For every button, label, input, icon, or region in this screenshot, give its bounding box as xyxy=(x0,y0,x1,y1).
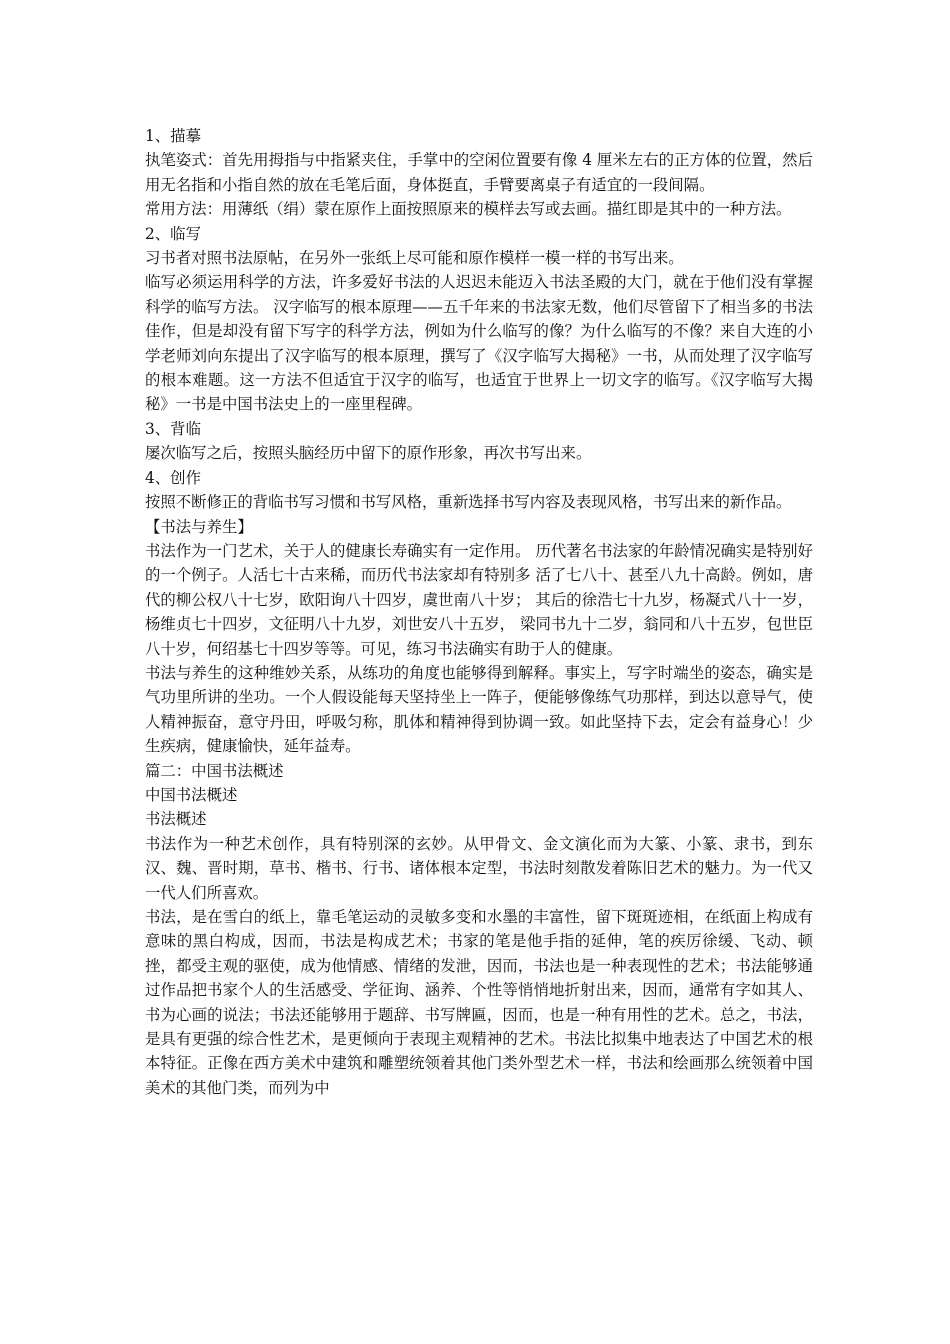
heading-chinese-calligraphy-overview: 中国书法概述 xyxy=(145,785,238,804)
paragraph-history: 书法作为一种艺术创作，具有特别深的玄妙。从甲骨文、金文演化而为大篆、小篆、隶书，到东汉、魏、晋时期，草书、楷书、行书、诸体根本定型，书法时刻散发着陈旧艺术的魅力。为一代又一代人们所喜欢。 xyxy=(145,834,813,902)
paragraph-grip-posture: 执笔姿式：首先用拇指与中指紧夹住，手掌中的空闲位置要有像 4 厘米左右的正方体的位置，然后用无名指和小指自然的放在毛笔后面，身体挺直，手臂要离桌子有适宜的一段间隔。 xyxy=(145,151,813,194)
heading-beilin: 3、背临 xyxy=(145,419,201,438)
heading-calligraphy-overview: 书法概述 xyxy=(145,810,207,829)
heading-chuangzuo: 4、创作 xyxy=(145,468,201,487)
paragraph-common-method: 常用方法：用薄纸（绢）蒙在原作上面按照原来的模样去写或去画。描红即是其中的一种方法。 xyxy=(145,200,792,219)
heading-miaomo: 1、描摹 xyxy=(145,127,201,145)
paragraph-linxie-method: 临写必须运用科学的方法，许多爱好书法的人迟迟未能迈入书法圣殿的大门，就在于他们没有掌握科学的临写方法。 汉字临写的根本原理——五千年来的书法家无数，他们尽管留下了相当多的书法佳作，但是却没有留下写字的科学方法，例如为什么临写的像？为什么临写的不像？来自大连的小学老师刘向东提出了汉字临写的根本原理，撰写了《汉字临写大揭秘》一书，从而处理了汉字临写的根本难题。这一方法不但适宜于汉字的临写，也适宜于世界上一切文字的临写。《汉字临写大揭秘》一书是中国书法史上的一座里程碑。 xyxy=(145,273,813,414)
heading-part-two: 篇二：中国书法概述 xyxy=(145,761,284,780)
paragraph-qigong: 书法与养生的这种维妙关系，从练功的角度也能够得到解释。事实上，写字时端坐的姿态，确实是气功里所讲的坐功。一个人假设能每天坚持坐上一阵子，便能够像练气功那样，到达以意导气，使人精神振奋，意守丹田，呼吸匀称，肌体和精神得到协调一致。如此坚持下去，定会有益身心！少生疾病，健康愉快，延年益寿。 xyxy=(145,663,813,756)
heading-linxie: 2、临写 xyxy=(145,224,201,243)
paragraph-beilin: 屡次临写之后，按照头脑经历中留下的原作形象，再次书写出来。 xyxy=(145,444,592,463)
document-page xyxy=(145,124,813,1100)
paragraph-art-nature: 书法，是在雪白的纸上，靠毛笔运动的灵敏多变和水墨的丰富性，留下斑斑迹相，在纸面上构成有意味的黑白构成，因而，书法是构成艺术；书家的笔是他手指的延伸，笔的疾厉徐缓、飞动、顿挫，都受主观的驱使，成为他情感、情绪的发泄，因而，书法也是一种表现性的艺术；书法能够通过作品把书家个人的生活感受、学征询、涵养、个性等悄悄地折射出来，因而，通常有字如其人、书为心画的说法；书法还能够用于题辞、书写牌匾，因而，也是一种有用性的艺术。总之，书法，是具有更强的综合性艺术，是更倾向于表现主观精神的艺术。书法比拟集中地表达了中国艺术的根本特征。正像在西方美术中建筑和雕塑统领着其他门类外型艺术一样，书法和绘画那么统领着中国美术的其他门类，而列为中 xyxy=(145,908,813,1097)
paragraph-linxie-definition: 习书者对照书法原帖，在另外一张纸上尽可能和原作模样一模一样的书写出来。 xyxy=(145,249,684,268)
paragraph-chuangzuo: 按照不断修正的背临书写习惯和书写风格，重新选择书写内容及表现风格，书写出来的新作品。 xyxy=(145,493,792,512)
paragraph-longevity: 书法作为一门艺术，关于人的健康长寿确实有一定作用。 历代著名书法家的年龄情况确实是特别好的一个例子。人活七十古来稀，而历代书法家却有特别多 活了七八十、甚至八九十高龄。例如，唐代的柳公权八十七岁，欧阳询八十四岁，虞世南八十岁； 其后的徐浩七十九岁，杨凝式八十一岁，杨维贞七十四岁，文征明八十九岁，刘世安八十五岁， 梁同书九十二岁，翁同和八十五岁，包世臣八十岁，何绍基七十四岁等等。可见，练习书法确实有助于人的健康。 xyxy=(145,541,813,658)
heading-calligraphy-health: 【书法与养生】 xyxy=(145,517,253,536)
